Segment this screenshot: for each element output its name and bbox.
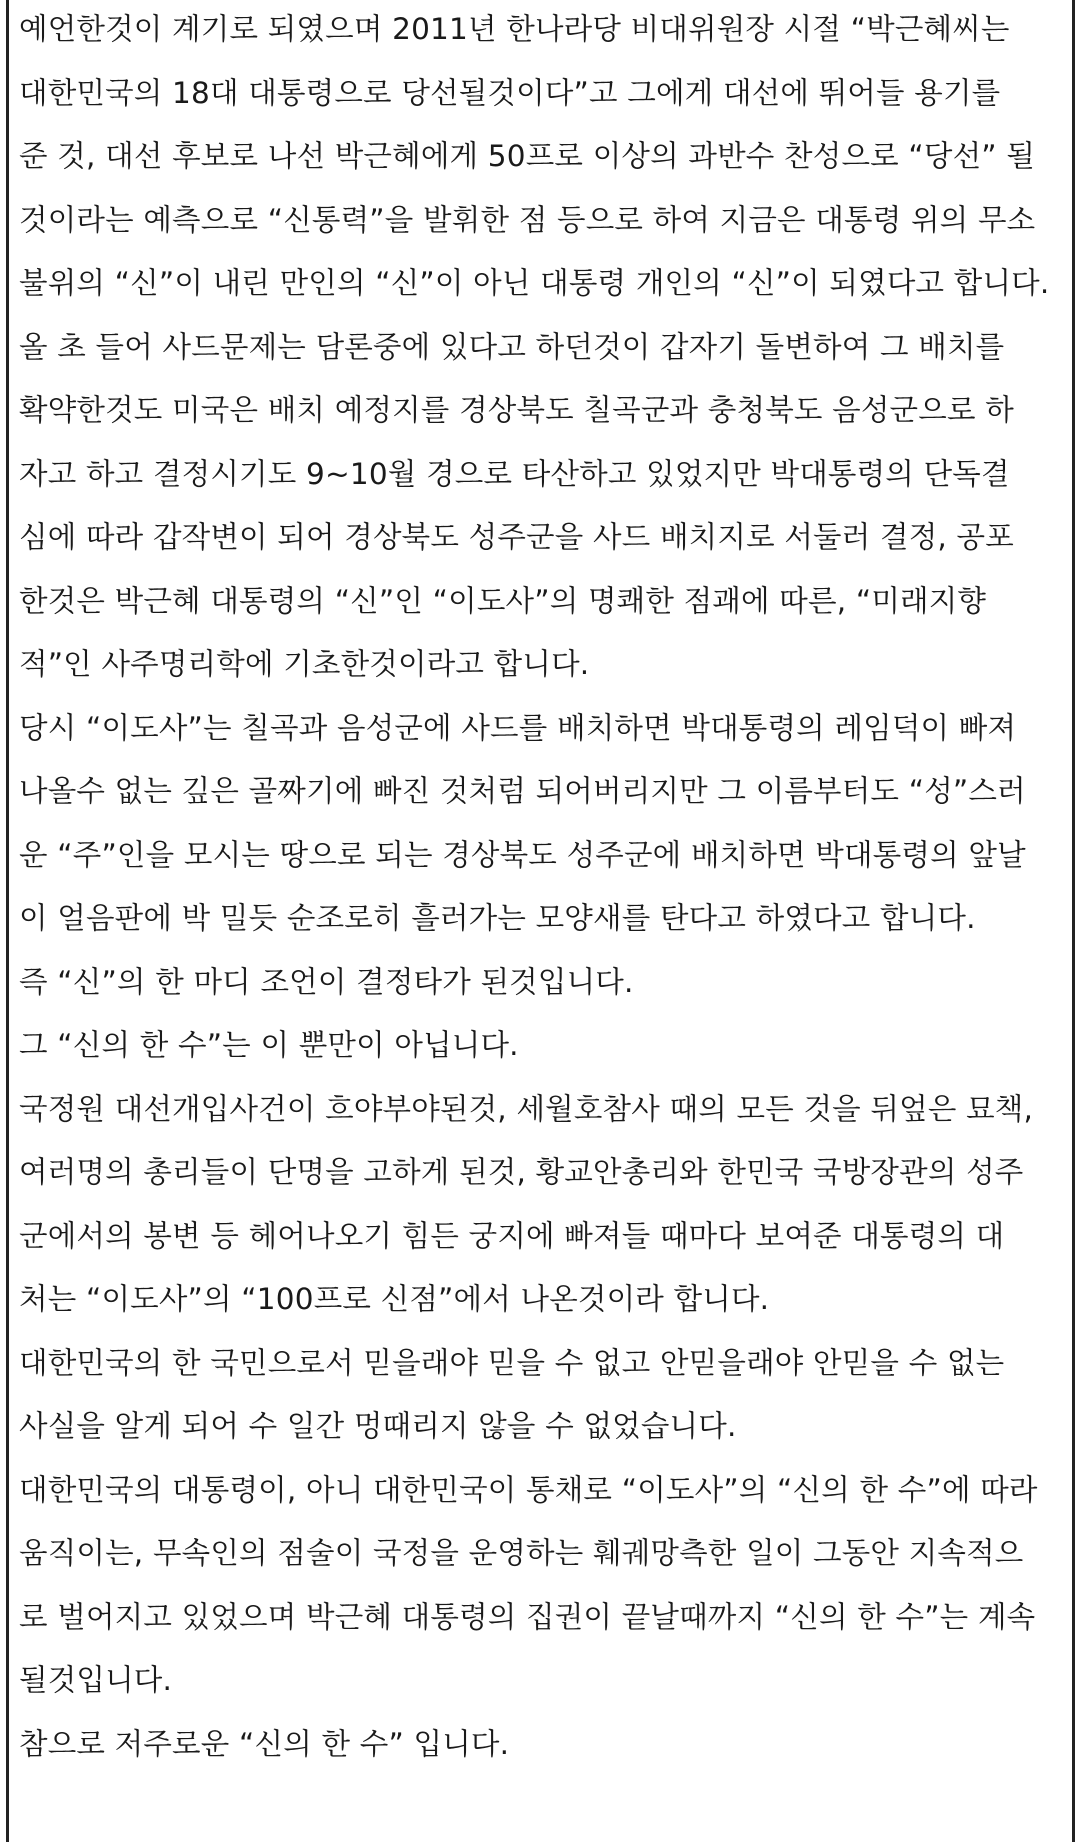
text-line-25: 움직이는, 무속인의 점술이 국정을 운영하는 훼궤망측한 일이 그동안 지속적으	[19, 1536, 1024, 1570]
text-line-5: 불위의 “신”이 내린 만인의 “신”이 아닌 대통령 개인의 “신”이 되였다고 합니다.	[19, 266, 1050, 300]
text-line-26: 로 벌어지고 있었으며 박근혜 대통령의 집권이 끝날때까지 “신의 한 수”는 계속	[19, 1599, 1036, 1634]
text-line-9: 심에 따라 갑작변이 되어 경상북도 성주군을 사드 배치지로 서둘러 결정, 공포	[19, 520, 1014, 554]
text-line-12: 당시 “이도사”는 칠곡과 음성군에 사드를 배치하면 박대통령의 레임덕이 빠져	[19, 710, 1017, 745]
text-line-27: 될것입니다.	[19, 1663, 173, 1697]
text-line-19: 여러명의 총리들이 단명을 고하게 된것, 황교안총리와 한민국 국방장관의 성주	[19, 1155, 1024, 1189]
text-line-17: 그 “신의 한 수”는 이 뿐만이 아닙니다.	[19, 1028, 519, 1062]
text-line-2: 대한민국의 18대 대통령으로 당선될것이다”고 그에게 대선에 뛰어들 용기를	[19, 75, 1001, 110]
text-line-23: 사실을 알게 되어 수 일간 멍때리지 않을 수 없었습니다.	[19, 1409, 737, 1443]
text-line-11: 적”인 사주명리학에 기초한것이라고 합니다.	[19, 647, 590, 681]
text-line-13: 나올수 없는 깊은 골짜기에 빠진 것처럼 되어버리지만 그 이름부터도 “성”스러	[19, 774, 1026, 808]
text-line-21: 처는 “이도사”의 “100프로 신점”에서 나온것이라 합니다.	[19, 1282, 770, 1316]
text-line-4: 것이라는 예측으로 “신통력”을 발휘한 점 등으로 하여 지금은 대통령 위의 무소	[19, 202, 1036, 237]
text-line-28: 참으로 저주로운 “신의 한 수” 입니다.	[19, 1726, 510, 1761]
text-line-18: 국정원 대선개입사건이 흐야부야된것, 세월호참사 때의 모든 것을 뒤엎은 묘책,	[19, 1091, 1034, 1126]
text-line-22: 대한민국의 한 국민으로서 믿을래야 믿을 수 없고 안믿을래야 안믿을 수 없는	[19, 1345, 1005, 1380]
text-line-10: 한것은 박근혜 대통령의 “신”인 “이도사”의 명쾌한 점괘에 따른, “미래지향	[19, 583, 987, 618]
text-line-8: 자고 하고 결정시기도 9~10월 경으로 타산하고 있었지만 박대통령의 단독결	[19, 456, 1010, 491]
text-line-6: 올 초 들어 사드문제는 담론중에 있다고 하던것이 갑자기 돌변하여 그 배치를	[19, 329, 1005, 364]
text-line-1: 예언한것이 계기로 되였으며 2011년 한나라당 비대위원장 시절 “박근혜씨는	[19, 12, 1010, 46]
text-line-16: 즉 “신”의 한 마디 조언이 결정타가 된것입니다.	[19, 964, 634, 999]
text-line-14: 운 “주”인을 모시는 땅으로 되는 경상북도 성주군에 배치하면 박대통령의 앞날	[19, 837, 1026, 872]
document-page	[6, 0, 1075, 1842]
text-line-20: 군에서의 봉변 등 헤어나오기 힘든 궁지에 빠져들 때마다 보여준 대통령의 대	[19, 1218, 1005, 1253]
text-line-7: 확약한것도 미국은 배치 예정지를 경상북도 칠곡군과 충청북도 음성군으로 하	[19, 393, 1014, 427]
text-line-24: 대한민국의 대통령이, 아니 대한민국이 통채로 “이도사”의 “신의 한 수”에 따라	[19, 1472, 1038, 1507]
text-line-3: 준 것, 대선 후보로 나선 박근혜에게 50프로 이상의 과반수 찬성으로 “당선” 될	[19, 139, 1036, 173]
text-line-15: 이 얼음판에 박 밀듯 순조로히 흘러가는 모양새를 탄다고 하였다고 합니다.	[19, 901, 976, 935]
